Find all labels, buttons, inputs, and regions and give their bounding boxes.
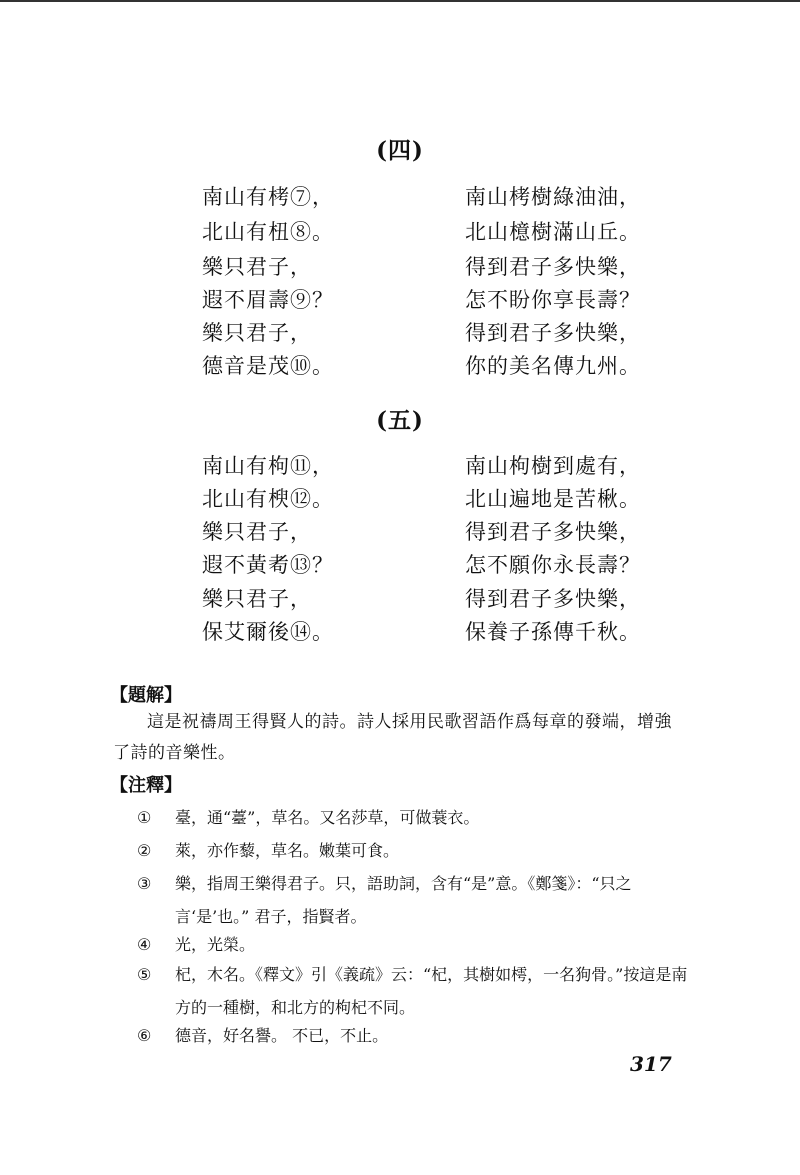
stanza-5-translation-line-3: 得到君子多快樂， [465,520,641,544]
stanza-4-translation-line-3: 得到君子多快樂， [465,255,641,279]
stanza-5-translation-line-1: 南山枸樹到處有， [465,454,641,478]
stanza-4-original-line-6: 德音是茂⑩。 [202,354,334,378]
note-text: 光，光榮。 [175,935,256,954]
stanza-5-original-line-1: 南山有枸⑪， [202,454,334,478]
note-number: ⑥ [137,1026,152,1045]
stanza-5-translation-line-6: 保養子孫傳千秋。 [465,620,641,644]
page-number: 317 [630,1052,672,1076]
note-item [137,834,692,867]
stanza-5-original-line-2: 北山有楰⑫。 [202,487,334,511]
stanza-5-original-line-3: 樂只君子， [202,520,312,544]
stanza-4-translation-line-1: 南山栲樹綠油油， [465,185,641,209]
stanza-4-original-line-4: 遐不眉壽⑨？ [202,288,334,312]
stanza-5-translation-line-2: 北山遍地是苦楸。 [465,487,641,511]
note-number: ① [137,808,152,827]
note-item [137,928,692,961]
stanza-4-translation-line-2: 北山檍樹滿山丘。 [465,220,641,244]
stanza-4-heading: (四) [376,137,424,164]
note-text: 杞，木名。《釋文》引《義疏》云：“杞，其樹如樗，一名狗骨。”按這是南方的一種樹，和北方的枸杞不同。 [175,965,688,1017]
stanza-4-translation-line-4: 怎不盼你享長壽？ [465,288,641,312]
note-item [137,801,692,834]
note-number: ② [137,841,152,860]
stanza-4-translation-line-5: 得到君子多快樂， [465,321,641,345]
stanza-5-original-line-5: 樂只君子， [202,587,312,611]
stanza-4-original-line-3: 樂只君子， [202,255,312,279]
stanza-5-original-line-4: 遐不黃耇⑬？ [202,553,334,577]
stanza-4-translation-line-6: 你的美名傳九州。 [465,354,641,378]
note-text: 萊，亦作藜，草名。嫩葉可食。 [175,841,400,860]
note-item [137,867,692,933]
top-border-line [0,0,800,2]
commentary-heading: 【題解】 [110,685,182,706]
note-number: ④ [137,935,152,954]
stanza-5-original-line-6: 保艾爾後⑭。 [202,620,334,644]
note-number: ③ [137,874,152,893]
stanza-4-original-line-1: 南山有栲⑦， [202,185,334,209]
stanza-4-original-line-2: 北山有杻⑧。 [202,220,334,244]
stanza-5-translation-line-4: 怎不願你永長壽？ [465,553,641,577]
notes-heading: 【注釋】 [110,775,182,796]
stanza-5-translation-line-5: 得到君子多快樂， [465,587,641,611]
note-number: ⑤ [137,965,152,984]
note-item [137,958,692,1024]
note-text: 德音，好名譽。 不已，不止。 [175,1026,389,1045]
note-text: 樂，指周王樂得君子。只，語助詞，含有“是”意。《鄭箋》：“只之言‘是’也。” 君子，指賢者。 [175,874,632,926]
note-text: 臺，通“薹”，草名。又名莎草，可做蓑衣。 [175,808,480,827]
stanza-4-original-line-5: 樂只君子， [202,321,312,345]
note-item [137,1019,692,1052]
commentary-text: 這是祝禱周王得賢人的詩。詩人採用民歌習語作爲每章的發端，增強了詩的音樂性。 [113,712,672,763]
stanza-5-heading: (五) [376,407,424,434]
